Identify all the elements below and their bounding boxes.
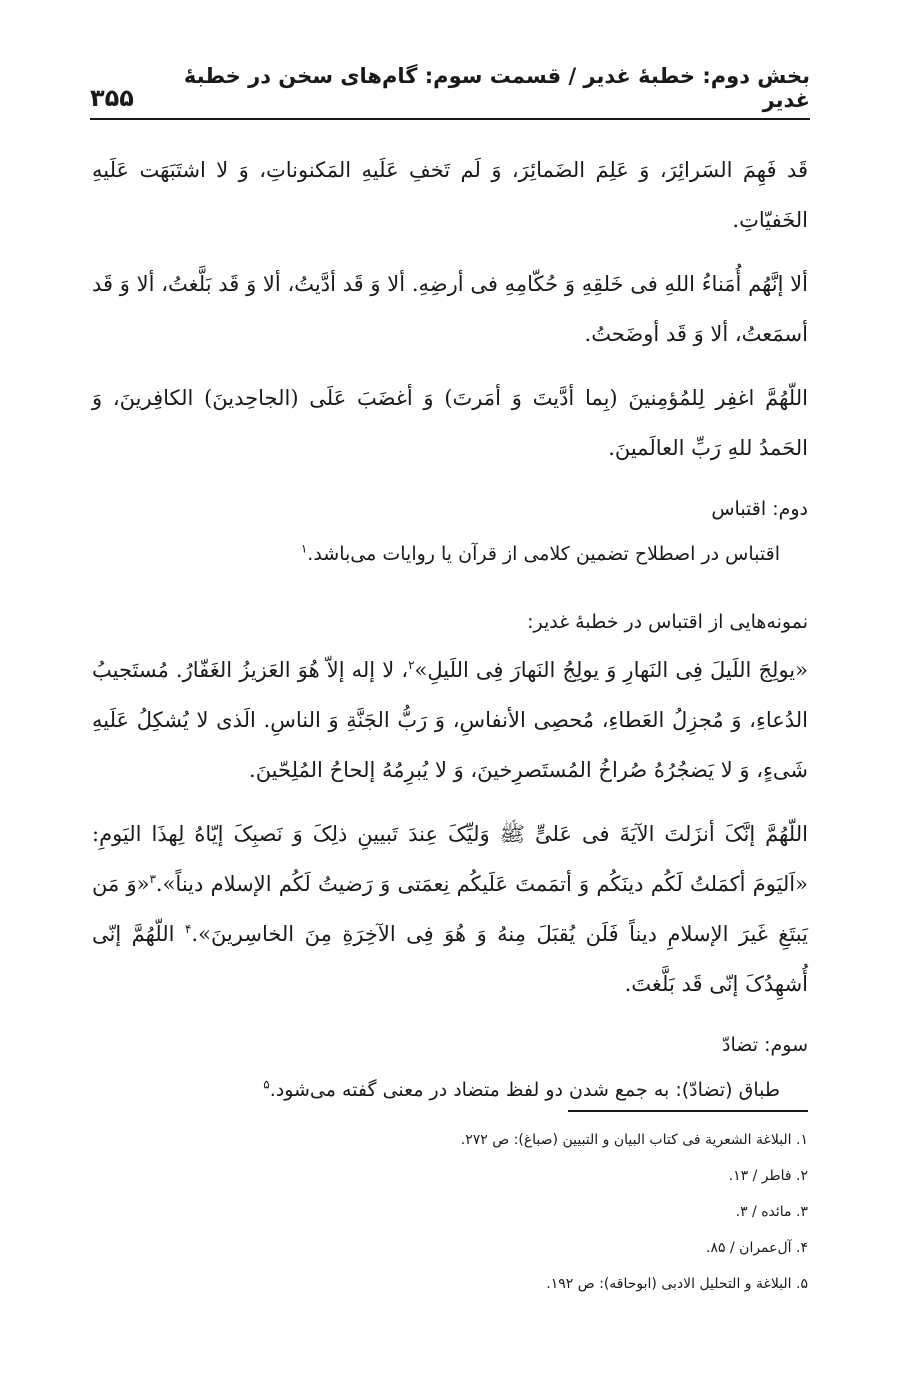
arabic-paragraph-2: ألا إنَّهُم أُمَناءُ اللهِ فی خَلقِهِ وَ حُکّامِهِ فی أرضِهِ. ألا وَ قَد أدَّیتُ، ألا وَ قَد بَلَّغتُ، ألا وَ قَد أسمَعتُ، ألا وَ قَد أوضَحتُ.: [92, 272, 808, 346]
example-paragraph-1: [92, 645, 808, 795]
footnote-ref-3[interactable]: ۳: [149, 872, 156, 886]
iqtibas-definition-text: اقتباس در اصطلاح تضمین کلامی از قرآن یا روایات می‌باشد.: [307, 543, 780, 565]
footnote-5: ۵. البلاغة و التحلیل الادبی (ابوحاقه): ص ۱۹۲.: [546, 1276, 808, 1292]
footnote-ref-5[interactable]: ۵: [263, 1077, 270, 1092]
header-title: بخش دوم: خطبهٔ غدیر / قسمت سوم: گام‌های سخن در خطبهٔ غدیر: [183, 64, 810, 112]
example-2-text-c: اللّهُمَّ إنّی أُشهِدُکَ إنّی قَد بَلَّغتَ.: [92, 922, 808, 996]
footnote-ref-2[interactable]: ۲: [408, 658, 415, 672]
tazad-definition-text: طباق (تضادّ): به جمع شدن دو لفظ متضاد در معنی گفته می‌شود.: [269, 1079, 780, 1101]
footnote-2: ۲. فاطر / ۱۳.: [728, 1168, 808, 1184]
section-heading-iqtibas: دوم: اقتباس: [711, 498, 808, 520]
quote-verse-1: «یولِجَ اللَیلَ فِی النَهارِ وَ یولِجُ النَهارَ فِی اللَیلِ»: [414, 658, 808, 682]
footnote-ref-1[interactable]: ۱: [300, 541, 308, 556]
page-body: [92, 145, 808, 1113]
tazad-definition: [92, 1067, 808, 1113]
example-1-text: ، لا إله إلاّ هُوَ العَزیزُ الغَفّارُ. مُستَجیبُ الدُعاءِ، وَ مُجزِلُ العَطاءِ، مُحصِی الأنفاسِ، وَ رَبُّ الجَنَّةِ وَ الناسِ. الَذی لا یُشکِلُ عَلَیهِ شَیءٍ، وَ لا یَضجُرُهُ صُراخُ المُستَصرِخینَ، وَ لا یُبرِمُهُ إلحاحُ المُلِحّینَ.: [92, 658, 808, 782]
running-header: [90, 64, 810, 120]
section-heading-tazad: سوم: تضادّ: [722, 1034, 808, 1056]
page-number: ۳۵۵: [90, 84, 134, 112]
footnote-ref-4[interactable]: ۴: [184, 922, 192, 936]
arabic-paragraph-1: قَد فَهِمَ السَرائِرَ، وَ عَلِمَ الضَمائِرَ، وَ لَم تَخفِ عَلَیهِ المَکنوناتِ، وَ لا اشتَبَهَت عَلَیهِ الخَفیّاتِ.: [92, 158, 808, 232]
example-paragraph-2: [92, 809, 808, 1009]
example-2-text-a: اللّهُمَّ إنَّکَ أنزَلتَ الآیَةَ فی عَلیٍّ ﷺ وَلیِّکَ عِندَ تَبیینِ ذلِکَ وَ نَصبِکَ إیّاهُ لِهذَا الیَومِ: «اَلیَومَ أکمَلتُ لَکُم دینَکُم وَ أتمَمتَ عَلَیکُم نِعمَتی وَ رَضیتُ لَکُم الإسلام دیناً».: [92, 822, 808, 896]
footnote-3: ۳. مائده / ۳.: [735, 1204, 808, 1220]
footnotes: [92, 1122, 808, 1302]
footnote-4: ۴. آل‌عمران / ۸۵.: [706, 1240, 808, 1256]
example-2-text-b: «وَ مَن یَبتَغِ غَیرَ الإسلامِ دیناً فَلَن یُقبَلَ مِنهُ وَ هُوَ فِی الآخِرَةِ مِنَ الخاسِرینَ».: [92, 872, 808, 946]
iqtibas-definition: [92, 531, 808, 577]
footnote-1: ۱. البلاغة الشعریة فی کتاب البیان و التبیین (صباغ): ص ۲۷۲.: [460, 1132, 808, 1148]
footnote-divider: [568, 1110, 808, 1112]
arabic-paragraph-3: اللّهُمَّ اغفِر لِلمُؤمِنینَ (بِما أدَّیتَ وَ أمَرتَ) وَ أغضَبَ عَلَی (الجاحِدینَ) الکافِرینَ، وَ الحَمدُ للهِ رَبِّ العالَمینَ.: [92, 386, 808, 460]
examples-intro: نمونه‌هایی از اقتباس در خطبهٔ غدیر:: [527, 611, 808, 633]
